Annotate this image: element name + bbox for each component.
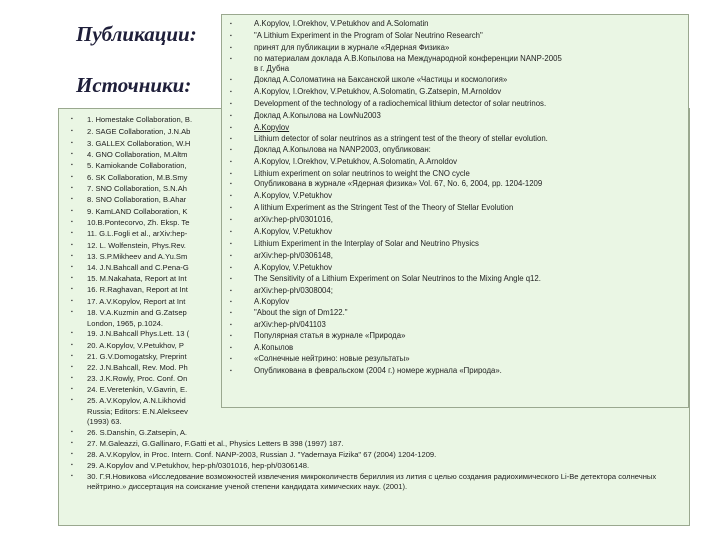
bullet-icon: ▪: [230, 265, 232, 271]
source-text: 23. J.K.Rowly, Proc. Conf. On: [87, 374, 188, 383]
source-text: 20. A.Kopylov, V.Petukhov, P: [87, 341, 184, 350]
bullet-icon: ▪: [71, 364, 73, 370]
publication-text: A lithium Experiment as the Stringent Test of the Theory of Stellar Evolution: [254, 203, 514, 212]
publication-text: Доклад А.Копылова на NANP2003, опубликован:: [254, 145, 431, 154]
bullet-icon: ▪: [230, 276, 232, 282]
publication-text: Lithium experiment on solar neutrinos to weight the CNO cycle: [254, 169, 470, 178]
publication-text: А.Копылов: [254, 343, 294, 352]
source-text: (1993) 63.: [87, 417, 122, 426]
source-text: 2. SAGE Collaboration, J.N.Ab: [87, 127, 191, 136]
bullet-icon: ▪: [71, 208, 73, 214]
bullet-icon: ▪: [230, 229, 232, 235]
publication-text: Development of the technology of a radiochemical lithium detector of solar neutrinos.: [254, 99, 547, 108]
source-text: 4. GNO Collaboration, M.Altm: [87, 150, 188, 159]
bullet-icon: ▪: [71, 440, 73, 446]
source-text: 6. SK Collaboration, M.B.Smy: [87, 173, 188, 182]
publication-text: A.Kopylov, V.Petukhov: [254, 263, 333, 272]
bullet-icon: ▪: [71, 253, 73, 259]
source-text: 18. V.A.Kuzmin and G.Zatsep: [87, 308, 187, 317]
source-text: 21. G.V.Domogatsky, Preprint: [87, 352, 187, 361]
source-text: 28. A.V.Kopylov, in Proc. Intern. Conf. NANP-2003, Russian J. "Yadernaya Fizika" 67 (2004) 1204-1209.: [87, 450, 437, 459]
bullet-icon: ▪: [71, 185, 73, 191]
source-text: 30. Г.Я.Новикова «Исследование возможностей извлечения микроколичеств бериллия из лития с целью создания радиохимического Li-Be детектора солнечных нейтрино.» диссертация на соискание ученой степени кандидата химических наук. (2001).: [87, 472, 657, 491]
sources-heading: Источники:: [76, 73, 192, 97]
bullet-icon: ▪: [71, 286, 73, 292]
source-text: 29. A.Kopylov and V.Petukhov, hep-ph/0301016, hep-ph/0306148.: [87, 461, 310, 470]
bullet-icon: ▪: [71, 264, 73, 270]
bullet-icon: ▪: [230, 181, 232, 187]
source-text: 10.B.Pontecorvo, Zh. Eksp. Te: [87, 218, 190, 227]
publication-text: Доклад А.Соломатина на Баксанской школе «Частицы и космология»: [254, 75, 508, 84]
publication-text: Lithium detector of solar neutrinos as a stringent test of the theory of stellar evolution.: [254, 134, 548, 143]
publication-text: A.Kopylov, I.Orekhov, V.Petukhov, A.Solomatin, A.Arnoldov: [254, 157, 457, 166]
publication-text: A.Kopylov: [254, 297, 290, 306]
bullet-icon: ▪: [71, 342, 73, 348]
source-text: 11. G.L.Fogli et al., arXiv:hep-: [87, 229, 188, 238]
bullet-icon: ▪: [71, 128, 73, 134]
bullet-icon: ▪: [230, 288, 232, 294]
bullet-icon: ▪: [71, 162, 73, 168]
bullet-icon: ▪: [230, 356, 232, 362]
bullet-icon: ▪: [71, 397, 73, 403]
bullet-icon: ▪: [230, 241, 232, 247]
bullet-icon: ▪: [230, 45, 232, 51]
bullet-icon: ▪: [71, 116, 73, 122]
source-text: 22. J.N.Bahcall, Rev. Mod. Ph: [87, 363, 188, 372]
source-text: 26. S.Danshin, G.Zatsepin, A.: [87, 428, 188, 437]
source-text: 1. Homestake Collaboration, B.: [87, 115, 193, 124]
publication-text: «Солнечные нейтрино: новые результаты»: [254, 354, 410, 363]
bullet-icon: ▪: [230, 368, 232, 374]
bullet-icon: ▪: [71, 230, 73, 236]
bullet-icon: ▪: [71, 151, 73, 157]
bullet-icon: ▪: [71, 219, 73, 225]
bullet-icon: ▪: [71, 242, 73, 248]
publication-text: A.Kopylov, V.Petukhov: [254, 191, 333, 200]
bullet-icon: ▪: [230, 310, 232, 316]
source-text: 14. J.N.Bahcall and C.Pena-G: [87, 263, 189, 272]
publication-text: arXiv:hep-ph/0301016,: [254, 215, 333, 224]
publication-text: arXiv:hep-ph/041103: [254, 320, 326, 329]
bullet-icon: ▪: [230, 136, 232, 142]
bullet-icon: ▪: [230, 56, 232, 62]
bullet-icon: ▪: [230, 101, 232, 107]
publication-text: Опубликована в февральском (2004 г.) номере журнала «Природа».: [254, 366, 502, 375]
source-text: 15. M.Nakahata, Report at Int: [87, 274, 187, 283]
bullet-icon: ▪: [71, 353, 73, 359]
bullet-icon: ▪: [230, 299, 232, 305]
source-text: 8. SNO Collaboration, B.Ahar: [87, 195, 187, 204]
source-text: 9. KamLAND Collaboration, K: [87, 207, 188, 216]
bullet-icon: ▪: [230, 333, 232, 339]
bullet-icon: ▪: [230, 33, 232, 39]
bullet-icon: ▪: [230, 147, 232, 153]
publication-text: в г. Дубна: [254, 64, 290, 73]
source-text: 16. R.Raghavan, Report at Int: [87, 285, 188, 294]
source-text: 17. A.V.Kopylov, Report at Int: [87, 297, 186, 306]
bullet-icon: ▪: [230, 113, 232, 119]
publication-text: A.Kopylov, V.Petukhov: [254, 227, 333, 236]
bullet-icon: ▪: [71, 473, 73, 479]
bullet-icon: ▪: [230, 77, 232, 83]
bullet-icon: ▪: [71, 309, 73, 315]
source-text: 5. Kamiokande Collaboration,: [87, 161, 187, 170]
publications-panel: [221, 14, 689, 408]
bullet-icon: ▪: [71, 386, 73, 392]
publication-text: принят для публикации в журнале «Ядерная Физика»: [254, 43, 450, 52]
source-text: 27. M.Galeazzi, G.Gallinaro, F.Gatti et al., Physics Letters B 398 (1997) 187.: [87, 439, 344, 448]
bullet-icon: ▪: [230, 171, 232, 177]
publications-heading: Публикации:: [76, 22, 197, 46]
bullet-icon: ▪: [71, 375, 73, 381]
publication-text: по материалам доклада А.В.Копылова на Международной конференции NANP-2005: [254, 54, 562, 63]
source-text: 24. E.Veretenkin, V.Gavrin, E.: [87, 385, 188, 394]
bullet-icon: ▪: [230, 125, 232, 131]
bullet-icon: ▪: [230, 193, 232, 199]
source-text: 19. J.N.Bahcall Phys.Lett. 13 (: [87, 329, 190, 338]
bullet-icon: ▪: [71, 174, 73, 180]
publication-text: "About the sign of Dm122.": [254, 308, 348, 317]
bullet-icon: ▪: [71, 140, 73, 146]
bullet-icon: ▪: [230, 21, 232, 27]
bullet-icon: ▪: [71, 275, 73, 281]
bullet-icon: ▪: [230, 217, 232, 223]
bullet-icon: ▪: [230, 205, 232, 211]
publication-text: Lithium Experiment in the Interplay of Solar and Neutrino Physics: [254, 239, 479, 248]
source-text: London, 1965, p.1024.: [87, 319, 164, 328]
bullet-icon: ▪: [230, 345, 232, 351]
publication-text: A.Kopylov, I.Orekhov, V.Petukhov, A.Solomatin, G.Zatsepin, M.Arnoldov: [254, 87, 502, 96]
source-text: Russia; Editors: E.N.Alekseev: [87, 407, 188, 416]
publication-text: A.Kopylov: [254, 123, 290, 132]
bullet-icon: ▪: [71, 330, 73, 336]
publication-text: The Sensitivity of a Lithium Experiment on Solar Neutrinos to the Mixing Angle q12.: [254, 274, 541, 283]
publication-text: Популярная статья в журнале «Природа»: [254, 331, 406, 340]
source-text: 25. A.V.Kopylov, A.N.Likhovid: [87, 396, 186, 405]
publication-text: Доклад А.Копылова на LowNu2003: [254, 111, 381, 120]
bullet-icon: ▪: [230, 89, 232, 95]
source-text: 3. GALLEX Collaboration, W.H: [87, 139, 191, 148]
source-text: 12. L. Wolfenstein, Phys.Rev.: [87, 241, 186, 250]
bullet-icon: ▪: [230, 253, 232, 259]
publication-text: A.Kopylov, I.Orekhov, V.Petukhov and A.Solomatin: [254, 19, 429, 28]
publication-text: "A Lithium Experiment in the Program of Solar Neutrino Research": [254, 31, 483, 40]
bullet-icon: ▪: [71, 196, 73, 202]
bullet-icon: ▪: [230, 159, 232, 165]
bullet-icon: ▪: [71, 462, 73, 468]
bullet-icon: ▪: [71, 451, 73, 457]
publication-text: Опубликована в журнале «Ядерная физика» Vol. 67, No. 6, 2004, pp. 1204-1209: [254, 179, 543, 188]
publication-text: arXiv:hep-ph/0306148,: [254, 251, 333, 260]
source-text: 7. SNO Collaboration, S.N.Ah: [87, 184, 188, 193]
bullet-icon: ▪: [230, 322, 232, 328]
publication-text: arXiv:hep-ph/0308004;: [254, 286, 333, 295]
bullet-icon: ▪: [71, 298, 73, 304]
bullet-icon: ▪: [71, 429, 73, 435]
source-text: 13. S.P.Mikheev and A.Yu.Sm: [87, 252, 188, 261]
